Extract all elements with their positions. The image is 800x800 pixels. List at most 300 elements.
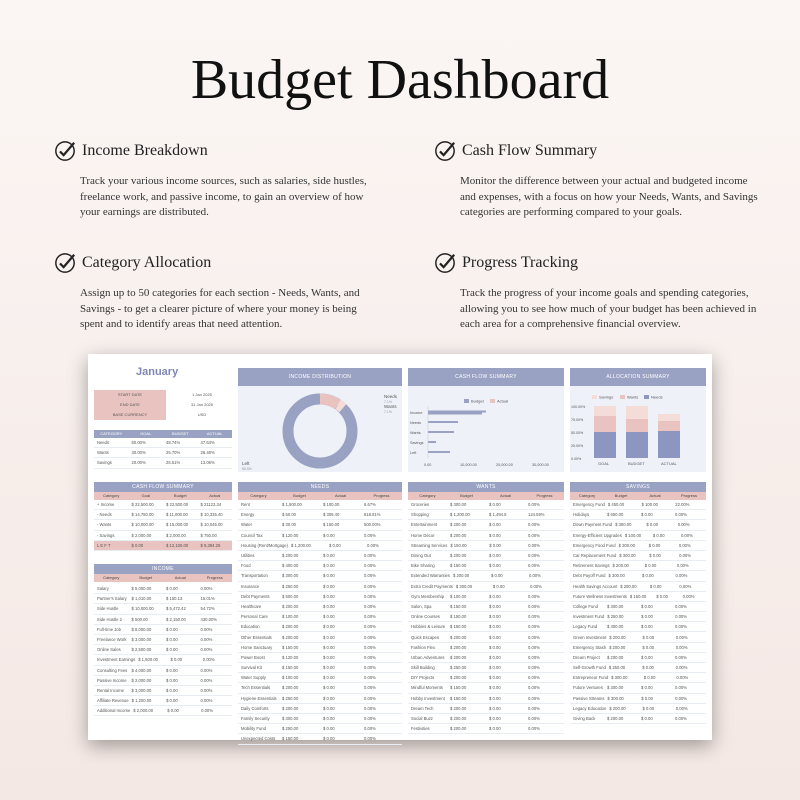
table-cell[interactable]: $ 200.00 — [282, 553, 299, 559]
table-cell[interactable]: $ 3,000.00 — [131, 637, 152, 643]
start-date-value[interactable]: 1 Jan 2025 — [192, 392, 212, 397]
table-cell[interactable]: $ 150.00 — [450, 695, 467, 701]
table-cell[interactable]: $ 21123.34 — [200, 502, 222, 508]
table-cell[interactable]: 0.00% — [200, 626, 213, 632]
table-cell[interactable]: $ 0.00 — [166, 687, 178, 693]
table-cell[interactable]: $ 0.00 — [642, 573, 654, 579]
table-cell[interactable]: $ 0.00 — [489, 522, 501, 528]
table-cell[interactable]: $ 150.00 — [450, 685, 467, 691]
allocation-chart — [570, 386, 706, 472]
table-cell[interactable]: 0.00% — [364, 573, 376, 579]
table-cell[interactable]: $ 5,000.00 — [131, 586, 152, 592]
table-cell[interactable]: 0.00% — [528, 593, 540, 599]
table-cell[interactable]: 0.00% — [364, 624, 376, 630]
table-cell[interactable]: $ 100.00 — [641, 502, 658, 508]
table-cell[interactable]: $ 0.00 — [323, 593, 335, 599]
table-cell[interactable]: $ 150.00 — [450, 624, 467, 630]
table-cell[interactable]: $ 1,500.00 — [282, 502, 302, 508]
table-cell[interactable]: $ 1,200.00 — [291, 542, 311, 548]
table-cell[interactable]: $ 0.00 — [166, 586, 178, 592]
table-cell[interactable]: $ 150.00 — [629, 593, 647, 599]
table-cell[interactable]: $ 300.00 — [607, 695, 624, 701]
table-cell[interactable]: 0.00% — [528, 644, 540, 650]
table-cell[interactable]: 0.00% — [364, 603, 376, 609]
table-cell[interactable]: $ 200.00 — [450, 634, 467, 640]
table-row — [94, 520, 232, 530]
table-cell: Insurance — [241, 583, 260, 589]
table-cell[interactable]: $ 0.00 — [489, 726, 501, 732]
table-cell[interactable]: $ 12,100.00 — [166, 542, 189, 548]
table-cell[interactable]: $ 309.40 — [323, 512, 340, 518]
table-cell[interactable]: 0.00% — [528, 532, 540, 538]
table-cell[interactable]: $ 0.00 — [166, 647, 178, 653]
table-cell[interactable]: $ 0.00 — [489, 614, 501, 620]
table-cell[interactable]: $ 0.00 — [323, 665, 335, 671]
table-cell[interactable]: $ 0.00 — [489, 675, 501, 681]
table-cell[interactable]: $ 500.00 — [131, 616, 148, 622]
table-cell[interactable]: $ 0.00 — [641, 512, 653, 518]
table-row — [94, 604, 232, 614]
table-cell[interactable]: $ 150.13 — [166, 596, 183, 602]
table-cell[interactable]: $ 0.00 — [170, 657, 183, 663]
table-cell[interactable]: $ 400.00 — [282, 563, 299, 569]
table-cell[interactable]: 0.00% — [200, 647, 213, 653]
table-cell[interactable]: $ 0.00 — [323, 685, 335, 691]
feature-title: Cash Flow Summary — [462, 142, 598, 159]
table-cell[interactable]: $ 200.00 — [450, 726, 467, 732]
table-cell[interactable]: $ 250.00 — [608, 665, 626, 671]
table-cell[interactable]: 430.00% — [200, 616, 218, 622]
table-cell[interactable]: $ 0.00 — [641, 614, 653, 620]
table-cell[interactable]: 0.00% — [676, 675, 689, 681]
table-cell[interactable]: $ 200.00 — [450, 716, 467, 722]
table-cell[interactable]: $ 11,000.00 — [166, 512, 188, 518]
table-cell[interactable]: 0.00% — [675, 603, 687, 609]
table-cell[interactable]: 0.00% — [675, 654, 687, 660]
table-cell[interactable]: $ 1,494.5 — [489, 512, 507, 518]
table-cell[interactable]: $ 200.00 — [282, 624, 299, 630]
table-cell[interactable]: 0.00% — [200, 586, 213, 592]
table-cell[interactable]: $ 150.00 — [450, 542, 467, 548]
table-cell[interactable]: 0.00% — [200, 698, 213, 704]
table-cell[interactable]: $ 4,000.00 — [131, 667, 152, 673]
table-cell[interactable]: $ 100.00 — [282, 614, 299, 620]
table-cell[interactable]: $ 0.00 — [323, 675, 335, 681]
savings-table-columns — [570, 492, 706, 500]
table-cell[interactable]: $ 200.00 — [612, 563, 629, 569]
table-cell[interactable]: $ 100.00 — [282, 675, 299, 681]
table-cell[interactable]: $ 0.00 — [166, 626, 178, 632]
table-cell[interactable]: $ 0.00 — [323, 563, 335, 569]
table-cell[interactable]: $ 300.00 — [607, 685, 624, 691]
table-cell[interactable]: $ 200.00 — [607, 716, 624, 722]
table-cell[interactable]: $ 120.00 — [282, 654, 299, 660]
donut-left-label: Left — [242, 461, 250, 466]
table-cell[interactable]: 0.00% — [675, 705, 688, 711]
table-cell[interactable]: 0.00% — [528, 624, 540, 630]
table-cell[interactable]: $ 150.00 — [450, 603, 467, 609]
table-cell: Dream Tech — [411, 705, 434, 711]
table-cell: Future Wellness Investments — [573, 593, 627, 599]
table-cell[interactable]: $ 200.00 — [450, 675, 467, 681]
bar-income-actual — [428, 413, 482, 415]
table-cell[interactable]: $ 300.00 — [282, 573, 299, 579]
table-cell[interactable]: $ 300.00 — [607, 603, 624, 609]
table-cell[interactable]: $ 150.00 — [282, 644, 299, 650]
table-cell[interactable]: $ 22,500.00 — [166, 502, 189, 508]
table-cell: Council Tax — [241, 532, 263, 538]
table-cell[interactable]: $ 0.00 — [649, 553, 661, 559]
table-cell[interactable]: 0.00% — [200, 637, 213, 643]
table-cell[interactable]: 22.00% — [675, 502, 690, 508]
table-cell[interactable]: $ 0.00 — [323, 644, 335, 650]
table-cell[interactable]: 0.00% — [528, 726, 540, 732]
table-cell[interactable]: $ 300.00 — [608, 573, 625, 579]
table-cell[interactable]: $ 9,394.25 — [200, 542, 221, 548]
table-cell[interactable]: $ 150.00 — [282, 665, 299, 671]
table-cell[interactable]: $ 2,150.00 — [166, 616, 186, 622]
table-cell[interactable]: $ 150.00 — [450, 563, 467, 569]
table-cell[interactable]: $ 3,000.00 — [131, 687, 152, 693]
table-cell[interactable]: $ 0.00 — [656, 593, 668, 599]
table-cell[interactable]: $ 0.00 — [642, 665, 654, 671]
table-cell[interactable]: $ 0.00 — [489, 593, 501, 599]
table-row — [238, 592, 402, 602]
table-cell[interactable]: 0.00% — [367, 542, 379, 548]
table-cell[interactable]: $ 0.00 — [489, 624, 501, 630]
table-cell[interactable]: $ 200.00 — [450, 654, 467, 660]
table-cell[interactable]: 0.00% — [675, 695, 688, 701]
table-cell[interactable]: $ 200.00 — [450, 644, 467, 650]
table-cell[interactable]: $ 0.00 — [167, 708, 179, 714]
table-cell[interactable]: $ 0.00 — [489, 502, 501, 508]
table-cell[interactable]: $ 650.00 — [607, 512, 624, 518]
table-cell[interactable]: $ 0.00 — [489, 532, 501, 538]
table-cell[interactable]: $ 100.00 — [624, 532, 642, 538]
table-cell[interactable]: 0.00% — [528, 705, 540, 711]
table-cell[interactable]: $ 450.00 — [607, 502, 625, 508]
table-cell[interactable]: 0.00% — [528, 634, 540, 640]
table-cell[interactable]: $ 0.00 — [646, 522, 659, 528]
table-cell[interactable]: 500.00% — [364, 522, 381, 528]
table-cell[interactable]: $ 0.00 — [323, 532, 335, 538]
table-cell[interactable]: $ 1,010.00 — [131, 596, 152, 602]
table-cell[interactable]: $ 2,500.00 — [131, 647, 152, 653]
axis-tick: 75.00% — [571, 418, 584, 422]
table-cell[interactable]: 0.00% — [678, 542, 691, 548]
table-cell[interactable]: $ 200.00 — [450, 532, 467, 538]
table-cell[interactable]: 0.00% — [364, 736, 376, 742]
feature-description: Track the progress of your income goals and spending categories, allowing you to see how much of your budget has been achieved in each area for a comprehensive financial overview. — [460, 287, 757, 330]
table-cell[interactable]: $ 10,000.00 — [131, 522, 154, 528]
table-cell[interactable]: $ 400.00 — [607, 624, 624, 630]
table-cell[interactable]: 0.00% — [675, 624, 687, 630]
table-cell[interactable]: 0.00% — [675, 644, 688, 650]
table-cell[interactable]: $ 2,000.00 — [131, 532, 152, 538]
table-cell[interactable]: $ 0.00 — [641, 624, 653, 630]
table-cell[interactable]: 0.00% — [202, 657, 215, 663]
table-cell: Dream Project — [573, 654, 600, 660]
table-cell[interactable]: 0.00% — [364, 614, 376, 620]
table-cell[interactable]: $ 0.00 — [489, 695, 501, 701]
table-cell[interactable]: $ 200.00 — [609, 634, 626, 640]
table-cell[interactable]: $ 0.00 — [323, 603, 335, 609]
table-cell: Consulting Fees — [97, 667, 128, 673]
table-cell[interactable]: 0.00% — [364, 583, 376, 589]
table-cell[interactable]: $ 0.00 — [323, 654, 335, 660]
table-cell[interactable]: $ 120.00 — [282, 532, 299, 538]
table-cell[interactable]: 0.00% — [675, 573, 688, 579]
table-cell[interactable]: 0.00% — [201, 708, 213, 714]
table-cell[interactable]: 0.00% — [679, 583, 692, 589]
table-cell[interactable]: 0.00% — [528, 553, 540, 559]
axis-tick: 10,000.00 — [460, 463, 477, 467]
table-cell[interactable]: 0.00% — [675, 634, 688, 640]
table-cell[interactable]: $ 150.00 — [450, 614, 467, 620]
table-cell: Savings — [97, 460, 112, 466]
table-cell[interactable]: $ 0.00 — [642, 644, 655, 650]
table-cell[interactable]: $ 22,500.00 — [131, 502, 154, 508]
table-cell[interactable]: 0.00% — [677, 522, 690, 528]
table-cell[interactable]: $ 0.00 — [323, 705, 335, 711]
table-cell[interactable]: 0.00% — [364, 563, 376, 569]
table-cell[interactable]: $ 0.00 — [323, 573, 335, 579]
table-cell[interactable]: 0.00% — [675, 512, 687, 518]
table-cell[interactable]: $ 100.00 — [323, 502, 340, 508]
table-cell[interactable]: $ 0.00 — [323, 624, 335, 630]
table-cell[interactable]: $ 0.00 — [644, 563, 657, 569]
table-cell[interactable]: $ 0.00 — [490, 573, 503, 579]
table-cell[interactable]: 0.00% — [364, 665, 376, 671]
table-cell[interactable]: $ 10,335.40 — [200, 512, 223, 518]
column-header: Category — [578, 493, 596, 498]
table-cell[interactable]: 0.00% — [364, 726, 376, 732]
table-cell[interactable]: 15.01% — [200, 596, 215, 602]
table-cell[interactable]: 0.00% — [528, 695, 540, 701]
table-cell[interactable]: $ 250.00 — [282, 726, 299, 732]
table-cell[interactable]: $ 300.00 — [619, 553, 636, 559]
table-cell[interactable]: $ 0.00 — [489, 654, 501, 660]
table-cell[interactable]: $ 0.00 — [166, 637, 178, 643]
table-cell[interactable]: $ 200.00 — [282, 685, 299, 691]
table-cell[interactable]: $ 0.00 — [323, 553, 335, 559]
table-cell[interactable]: 0.00% — [364, 654, 376, 660]
table-cell[interactable]: 0.00% — [528, 654, 540, 660]
table-cell[interactable]: $ 0.00 — [489, 705, 501, 711]
table-cell[interactable]: $ 0.00 — [489, 603, 501, 609]
table-cell: Passive Streams — [573, 695, 605, 701]
table-cell[interactable]: $ 200.00 — [607, 654, 624, 660]
column-header: ACTUAL — [206, 431, 223, 436]
table-cell[interactable]: $ 0.00 — [641, 654, 653, 660]
wants-table-header: WANTS — [408, 482, 564, 492]
axis-tick: 20,000.00 — [496, 463, 513, 467]
table-cell[interactable]: $ 300.00 — [455, 583, 473, 589]
table-cell[interactable]: $ 0.00 — [323, 736, 335, 742]
wants-table — [408, 500, 564, 734]
table-cell[interactable]: $ 250.00 — [282, 583, 299, 589]
table-cell[interactable]: $ 1,200.00 — [450, 512, 470, 518]
table-cell[interactable]: $ 300.00 — [450, 502, 467, 508]
table-cell[interactable]: 0.00% — [364, 644, 376, 650]
table-cell[interactable]: $ 0.00 — [323, 614, 335, 620]
table-cell[interactable]: $ 0.00 — [492, 583, 505, 589]
table-cell[interactable]: $ 300.00 — [611, 675, 628, 681]
table-cell[interactable]: 0.00% — [675, 665, 688, 671]
table-cell[interactable]: $ 0.00 — [489, 716, 501, 722]
table-cell: Full-time Job — [97, 626, 121, 632]
table-cell[interactable]: $ 150.00 — [323, 522, 340, 528]
table-row — [570, 500, 706, 510]
table-cell[interactable]: $ 0.00 — [489, 542, 501, 548]
table-cell[interactable]: $ 0.00 — [489, 553, 501, 559]
table-cell[interactable]: 0.00% — [528, 563, 540, 569]
table-cell[interactable]: 0.00% — [364, 705, 376, 711]
table-cell[interactable]: $ 0.00 — [131, 542, 144, 548]
table-row — [238, 602, 402, 612]
table-cell[interactable]: $ 0.00 — [323, 583, 335, 589]
column-header: GOAL — [140, 431, 152, 436]
table-cell[interactable]: 0.00% — [680, 532, 693, 538]
table-cell[interactable]: 54.72% — [200, 606, 215, 612]
table-cell[interactable]: $ 30.00 — [282, 522, 296, 528]
table-cell[interactable]: $ 0.00 — [641, 685, 653, 691]
table-cell[interactable]: 0.00% — [679, 553, 691, 559]
table-cell[interactable]: 0.00% — [364, 695, 376, 701]
end-date-value[interactable]: 31 Jan 2025 — [190, 402, 214, 407]
table-cell[interactable]: $ 2,000.00 — [131, 677, 152, 683]
table-cell[interactable]: $ 300.00 — [615, 522, 632, 528]
table-cell[interactable]: 0.00% — [528, 614, 540, 620]
table-cell[interactable]: 0.00% — [528, 522, 540, 528]
table-cell[interactable]: 0.00% — [528, 502, 540, 508]
table-cell[interactable]: 0.00% — [364, 593, 376, 599]
table-cell[interactable]: $ 300.00 — [282, 716, 299, 722]
table-cell[interactable]: $ 10,045.00 — [200, 522, 223, 528]
table-cell[interactable]: 124.59% — [528, 512, 545, 518]
legend-actual: Actual — [497, 398, 509, 404]
table-cell[interactable]: $ 200.00 — [452, 573, 470, 579]
table-cell[interactable]: $ 0.00 — [648, 542, 661, 548]
table-row — [238, 683, 402, 693]
table-cell[interactable]: $ 0.00 — [641, 716, 653, 722]
table-cell[interactable]: $ 0.00 — [649, 583, 662, 589]
table-cell[interactable]: 0.00% — [528, 675, 540, 681]
table-cell[interactable]: $ 2,000.00 — [166, 532, 186, 538]
table-cell[interactable]: $ 0.00 — [489, 665, 501, 671]
table-cell[interactable]: $ 0.00 — [323, 695, 335, 701]
table-cell[interactable]: $ 0.00 — [166, 698, 178, 704]
table-cell[interactable]: 0.00% — [675, 614, 687, 620]
table-cell[interactable]: $ 200.00 — [618, 542, 635, 548]
table-cell[interactable]: 0.00% — [675, 685, 687, 691]
table-cell[interactable]: $ 200.00 — [609, 644, 626, 650]
table-cell[interactable]: $ 200.00 — [282, 705, 299, 711]
table-cell[interactable]: $ 0.00 — [323, 716, 335, 722]
table-cell[interactable]: 0.00% — [364, 675, 376, 681]
table-cell[interactable]: $ 5,472.42 — [166, 606, 186, 612]
table-cell: Giving Back — [573, 716, 596, 722]
table-cell[interactable]: 0.00% — [529, 583, 542, 589]
table-cell[interactable]: $ 200.00 — [282, 603, 299, 609]
table-cell[interactable]: 0.00% — [364, 634, 376, 640]
table-cell[interactable]: $ 0.00 — [166, 667, 178, 673]
table-cell[interactable]: $ 1,200.00 — [131, 698, 152, 704]
table-cell[interactable]: 0.00% — [528, 542, 540, 548]
table-cell[interactable]: 0.00% — [682, 593, 695, 599]
table-cell[interactable]: $ 200.00 — [450, 522, 467, 528]
table-cell[interactable]: $ 0.00 — [643, 675, 656, 681]
table-cell[interactable]: 0.00% — [528, 685, 540, 691]
table-cell[interactable]: $ 200.00 — [450, 553, 467, 559]
table-cell[interactable]: $ 0.00 — [329, 542, 341, 548]
table-cell[interactable]: 0.00% — [676, 563, 689, 569]
table-cell[interactable]: 0.00% — [200, 687, 213, 693]
savings-table-header: SAVINGS — [570, 482, 706, 492]
table-cell[interactable]: $ 200.00 — [450, 705, 467, 711]
table-cell[interactable]: $ 10,000.00 — [131, 606, 154, 612]
table-cell[interactable]: $ 8,000.00 — [131, 626, 152, 632]
table-cell[interactable]: 0.00% — [675, 716, 687, 722]
table-cell[interactable]: $ 0.00 — [652, 532, 665, 538]
table-cell[interactable]: $ 50.00 — [282, 512, 296, 518]
table-cell[interactable]: $ 250.00 — [282, 695, 299, 701]
table-cell[interactable]: $ 0.00 — [641, 695, 653, 701]
table-cell[interactable]: $ 0.00 — [489, 685, 501, 691]
table-cell[interactable]: $ 250.00 — [607, 614, 624, 620]
table-cell[interactable]: $ 0.00 — [323, 634, 335, 640]
table-cell[interactable]: 0.00% — [364, 716, 376, 722]
table-cell[interactable]: 0.00% — [200, 677, 213, 683]
currency-select[interactable]: USD — [197, 412, 207, 417]
table-cell[interactable]: $ 0.00 — [489, 644, 501, 650]
table-cell[interactable]: $ 100.00 — [450, 593, 467, 599]
table-cell: Water Supply — [241, 675, 266, 681]
table-cell[interactable]: $ 200.00 — [282, 634, 299, 640]
table-cell[interactable]: $ 0.00 — [642, 634, 655, 640]
table-cell[interactable]: 0.00% — [528, 573, 541, 579]
table-cell[interactable]: $ 0.00 — [642, 705, 655, 711]
table-cell[interactable]: $ 14,750.00 — [131, 512, 154, 518]
table-cell[interactable]: $ 0.00 — [323, 726, 335, 732]
table-row — [408, 724, 564, 734]
table-cell[interactable]: 0.00% — [528, 716, 540, 722]
table-cell[interactable]: 0.00% — [200, 667, 213, 673]
table-cell[interactable]: 0.00% — [528, 603, 540, 609]
table-cell[interactable]: $ 250.00 — [450, 665, 467, 671]
table-cell[interactable]: 0.00% — [528, 665, 540, 671]
table-cell: Needs — [97, 440, 110, 446]
table-cell[interactable]: $ 0.00 — [489, 563, 501, 569]
table-cell[interactable]: 618.81% — [364, 512, 381, 518]
table-cell[interactable]: 0.00% — [364, 532, 376, 538]
table-cell[interactable]: $ 500.00 — [282, 593, 299, 599]
table-cell[interactable]: $ 200.00 — [620, 583, 637, 589]
table-cell[interactable]: $ 15,000.00 — [166, 522, 189, 528]
table-cell[interactable]: 6.67% — [364, 502, 376, 508]
table-cell[interactable]: $ 750.00 — [200, 532, 217, 538]
table-cell[interactable]: $ 0.00 — [641, 603, 653, 609]
table-cell[interactable]: $ 0.00 — [489, 634, 501, 640]
table-cell[interactable]: $ 150.00 — [282, 736, 299, 742]
table-cell[interactable]: 0.00% — [364, 553, 376, 559]
table-cell[interactable]: 0.00% — [364, 685, 376, 691]
table-cell[interactable]: $ 2,000.00 — [133, 708, 154, 714]
table-cell[interactable]: $ 0.00 — [166, 677, 178, 683]
table-row — [94, 676, 232, 686]
table-cell[interactable]: $ 1,500.00 — [138, 657, 158, 663]
table-cell[interactable]: $ 200.00 — [609, 705, 626, 711]
